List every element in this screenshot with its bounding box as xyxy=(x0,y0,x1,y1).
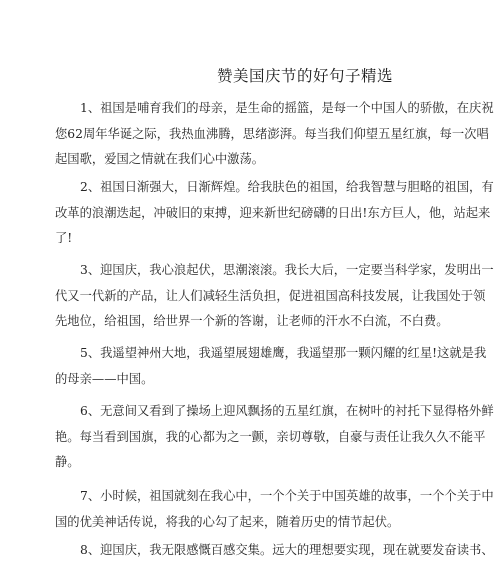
paragraph-line: 了! xyxy=(55,231,73,245)
paragraph-6 xyxy=(55,399,494,476)
paragraph-line: 静。 xyxy=(55,455,80,469)
paragraph-line: 改革的浪潮迭起，冲破旧的束搏，迎来新世纪磅礴的日出!东方巨人，他，站起来 xyxy=(55,205,491,220)
paragraph-1 xyxy=(55,96,494,173)
paragraph-2 xyxy=(55,175,494,252)
document-title xyxy=(0,66,500,86)
paragraph-line: 的母亲——中国。 xyxy=(55,371,154,386)
paragraph-line: 5、我遥望神州大地，我遥望展翅雄鹰，我遥望那一颗闪耀的红星!这就是我 xyxy=(80,346,487,360)
paragraph-line: 1、祖国是哺育我们的母亲，是生命的摇篮，是每一个中国人的骄傲，在庆祝 xyxy=(80,101,494,115)
paragraph-line: 代又一代新的产品，让人们减轻生活负担，促进祖国高科技发展，让我国处于领 xyxy=(55,288,486,303)
paragraph-7 xyxy=(55,484,494,535)
paragraph-line: 艳。每当看到国旗，我的心都为之一颤，亲切尊敬，自豪与责任让我久久不能平 xyxy=(55,429,486,444)
paragraph-8 xyxy=(55,538,494,564)
paragraph-line: 3、迎国庆，我心浪起伏，思潮滚滚。我长大后，一定要当科学家，发明出一 xyxy=(80,263,494,277)
paragraph-3 xyxy=(55,258,494,335)
paragraph-line: 起国歌，爱国之情就在我们心中激荡。 xyxy=(55,152,265,166)
paragraph-line: 国的优美神话传说，将我的心勾了起来，随着历史的情节起伏。 xyxy=(55,514,400,529)
paragraph-5 xyxy=(55,341,487,392)
paragraph-line: 7、小时候，祖国就刻在我心中，一个个关于中国英雄的故事，一个个关于中 xyxy=(80,489,494,503)
paragraph-line: 6、无意间又看到了操场上迎风飘扬的五星红旗，在树叶的衬托下显得格外鲜 xyxy=(80,404,494,418)
paragraph-line: 您62周年华诞之际，我热血沸腾，思绪澎湃。每当我们仰望五星红旗，每一次唱 xyxy=(55,126,489,141)
paragraph-line: 2、祖国日渐强大，日渐辉煌。给我肤色的祖国，给我智慧与胆略的祖国，有 xyxy=(80,180,494,194)
paragraph-line: 先地位，给祖国，给世界一个新的答谢，让老师的汗水不白流，不白费。 xyxy=(55,314,449,328)
document-title-text: 赞美国庆节的好句子精选 xyxy=(216,67,393,85)
paragraph-line: 8、迎国庆，我无限感慨百感交集。远大的理想要实现，现在就要发奋读书、 xyxy=(80,543,494,557)
